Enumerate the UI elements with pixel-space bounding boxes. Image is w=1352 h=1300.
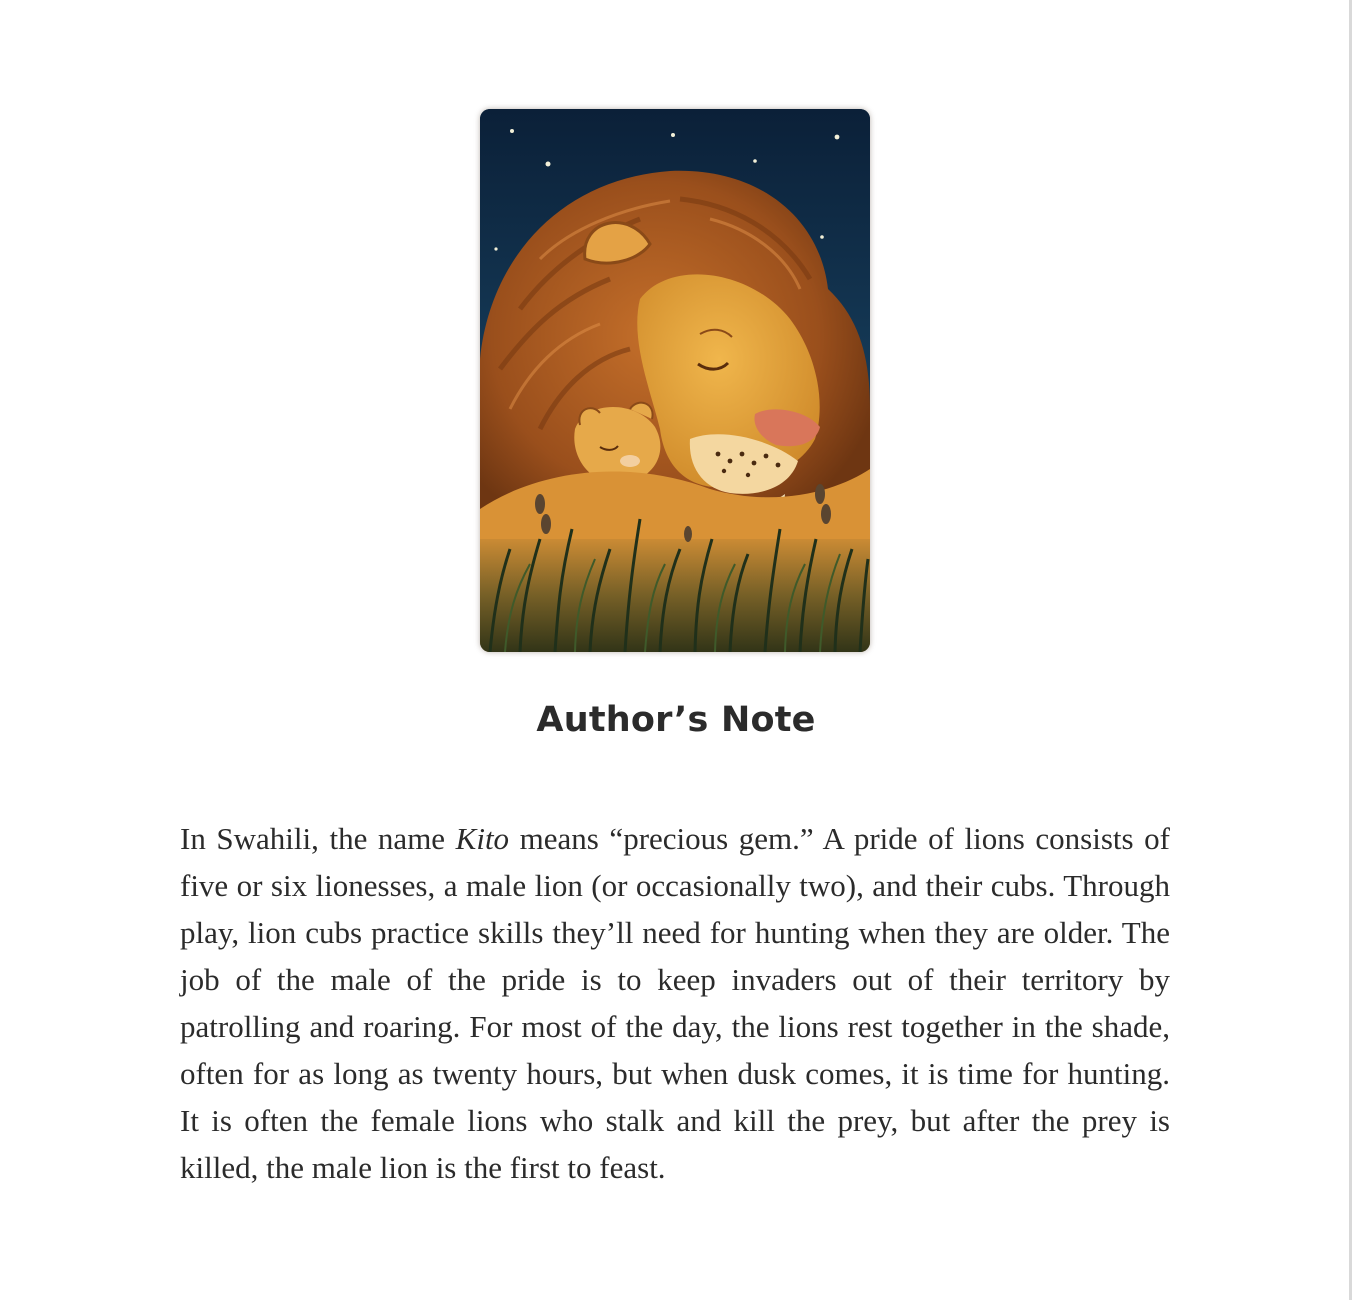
author-note-paragraph <box>180 815 1170 1191</box>
paragraph-text-start: In Swahili, the name <box>180 821 456 856</box>
italic-word: Kito <box>455 821 510 856</box>
cut-off-footer-text <box>540 1294 820 1300</box>
lion-and-cub-illustration <box>480 109 870 652</box>
paragraph-text-rest: means “precious gem.” A pride of lions consists of five or six lionesses, a male lion (or occasionally two), and their cubs. Through play, lion cubs practice skills they’ll need for hunting when they are older. The job of the male of the pride is to keep invaders out of their territory by patrolling and roaring. For most of the day, the lions rest together in the shade, often for as long as twenty hours, but when dusk comes, it is time for hunting. It is often the female lions who stalk and kill the prey, but after the prey is killed, the male lion is the first to feast. <box>180 821 1170 1185</box>
page-title: Author’s Note <box>536 700 816 740</box>
